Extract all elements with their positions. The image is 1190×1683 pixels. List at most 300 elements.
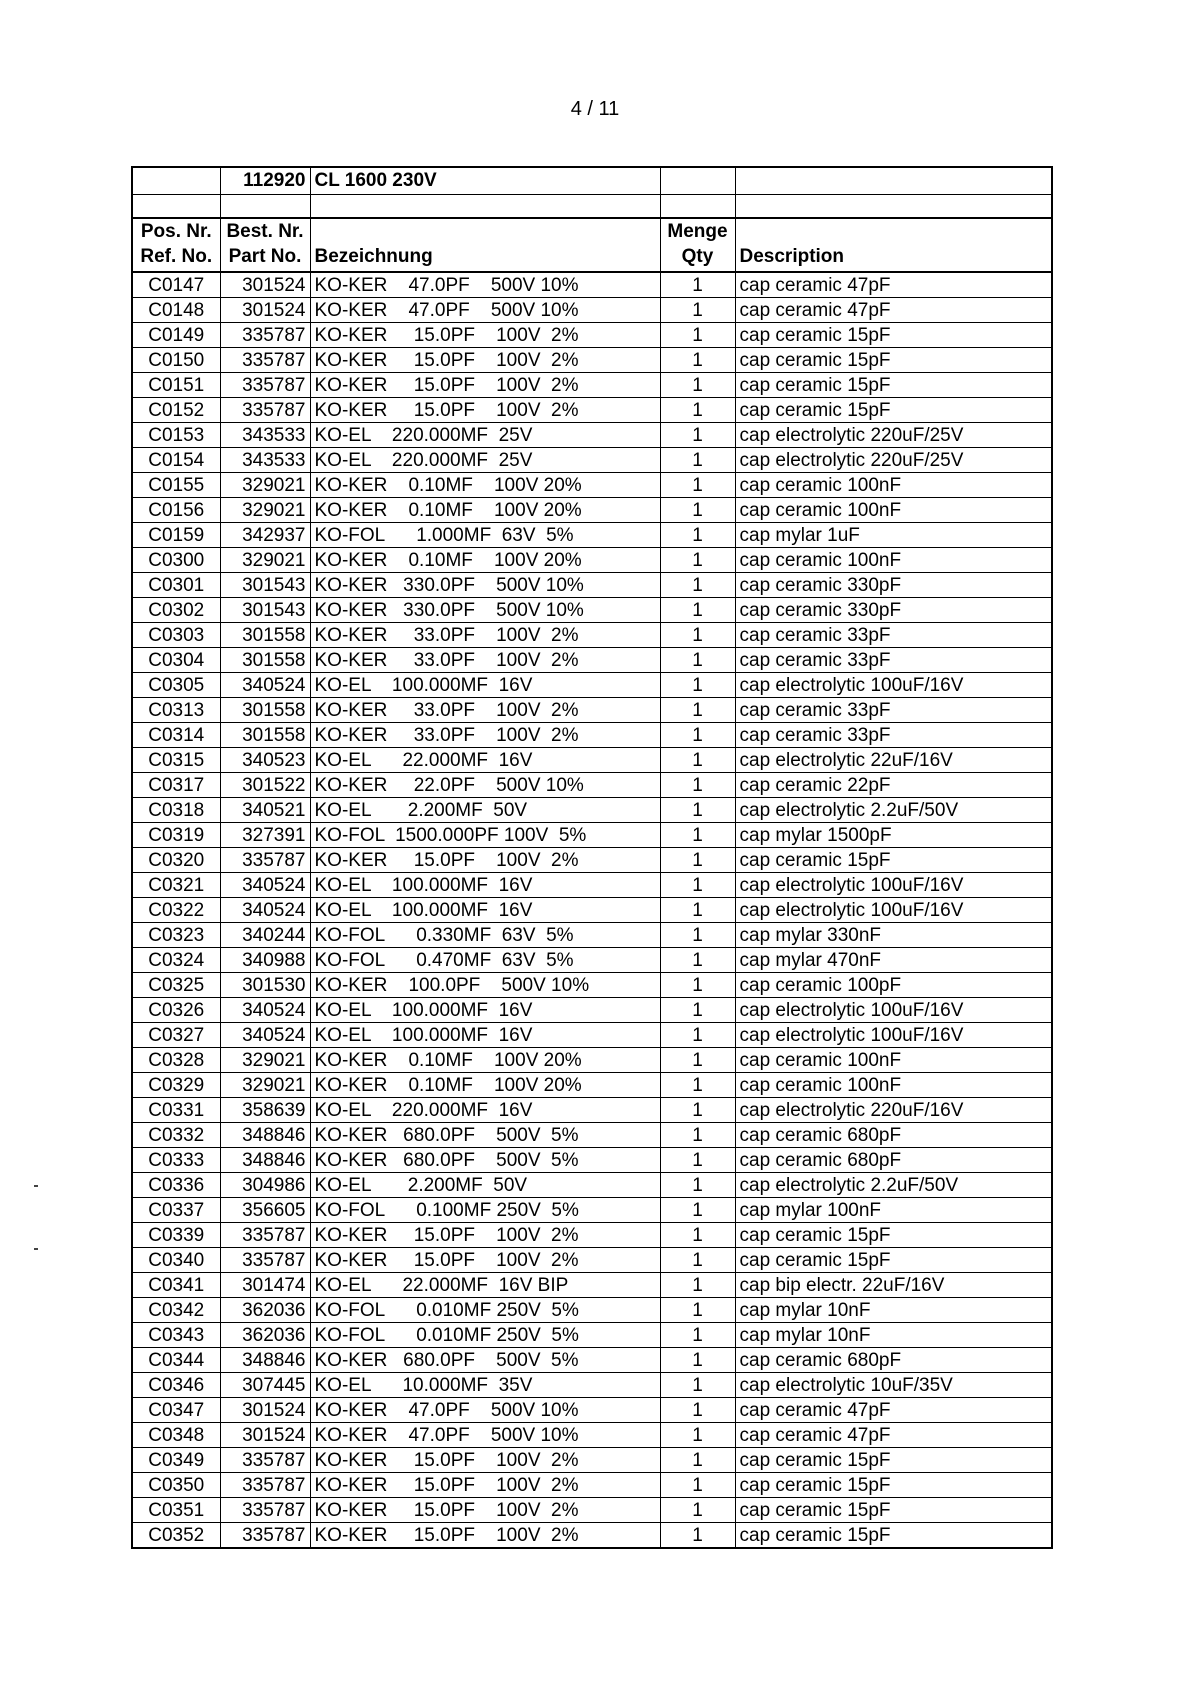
bezeichnung-cell: KO-KER 15.0PF 100V 2% xyxy=(310,1498,660,1523)
qty-cell: 1 xyxy=(660,1298,735,1323)
description-cell: cap ceramic 680pF xyxy=(735,1348,1052,1373)
table-row xyxy=(132,548,1052,573)
table-row xyxy=(132,848,1052,873)
ref-no-cell: C0149 xyxy=(132,323,220,348)
part-no-cell: 335787 xyxy=(220,1473,310,1498)
description-cell: cap electrolytic 100uF/16V xyxy=(735,673,1052,698)
bezeichnung-cell: KO-EL 220.000MF 25V xyxy=(310,448,660,473)
qty-cell: 1 xyxy=(660,1123,735,1148)
bezeichnung-cell: KO-FOL 1500.000PF 100V 5% xyxy=(310,823,660,848)
ref-no-cell: C0315 xyxy=(132,748,220,773)
part-no-cell: 329021 xyxy=(220,473,310,498)
table-row xyxy=(132,323,1052,348)
part-no-cell: 329021 xyxy=(220,548,310,573)
bezeichnung-cell: KO-KER 15.0PF 100V 2% xyxy=(310,373,660,398)
bezeichnung-cell: KO-KER 15.0PF 100V 2% xyxy=(310,348,660,373)
table-row xyxy=(132,1448,1052,1473)
part-no-cell: 340244 xyxy=(220,923,310,948)
qty-cell: 1 xyxy=(660,1073,735,1098)
description-cell: cap electrolytic 10uF/35V xyxy=(735,1373,1052,1398)
part-no-cell: 329021 xyxy=(220,498,310,523)
part-no-cell: 307445 xyxy=(220,1373,310,1398)
column-header-description xyxy=(735,218,1052,272)
description-cell: cap electrolytic 2.2uF/50V xyxy=(735,798,1052,823)
description-cell: cap electrolytic 100uF/16V xyxy=(735,898,1052,923)
description-cell: cap ceramic 100pF xyxy=(735,973,1052,998)
qty-cell: 1 xyxy=(660,548,735,573)
part-no-cell: 340523 xyxy=(220,748,310,773)
table-row xyxy=(132,1098,1052,1123)
bezeichnung-cell: KO-FOL 0.470MF 63V 5% xyxy=(310,948,660,973)
table-row xyxy=(132,1023,1052,1048)
table-row xyxy=(132,973,1052,998)
title-row xyxy=(132,167,1052,195)
part-no-cell: 301558 xyxy=(220,623,310,648)
qty-cell: 1 xyxy=(660,1248,735,1273)
description-cell: cap ceramic 15pF xyxy=(735,398,1052,423)
table-row xyxy=(132,348,1052,373)
column-header-row xyxy=(132,218,1052,272)
qty-cell: 1 xyxy=(660,298,735,323)
description-cell: cap bip electr. 22uF/16V xyxy=(735,1273,1052,1298)
qty-cell: 1 xyxy=(660,1273,735,1298)
qty-cell: 1 xyxy=(660,1523,735,1549)
bezeichnung-cell: KO-EL 100.000MF 16V xyxy=(310,1023,660,1048)
ref-no-cell: C0153 xyxy=(132,423,220,448)
ref-no-cell: C0333 xyxy=(132,1148,220,1173)
qty-cell: 1 xyxy=(660,272,735,298)
bezeichnung-cell: KO-KER 33.0PF 100V 2% xyxy=(310,623,660,648)
table-row xyxy=(132,298,1052,323)
part-no-cell: 301524 xyxy=(220,272,310,298)
part-no-cell: 343533 xyxy=(220,448,310,473)
table-row xyxy=(132,1298,1052,1323)
description-cell: cap ceramic 330pF xyxy=(735,573,1052,598)
ref-no-cell: C0305 xyxy=(132,673,220,698)
part-no-cell: 362036 xyxy=(220,1298,310,1323)
column-header-pos-en: Ref. No. xyxy=(140,246,213,267)
bezeichnung-cell: KO-KER 47.0PF 500V 10% xyxy=(310,1423,660,1448)
description-cell: cap ceramic 100nF xyxy=(735,498,1052,523)
qty-cell: 1 xyxy=(660,698,735,723)
qty-cell: 1 xyxy=(660,448,735,473)
description-cell: cap ceramic 15pF xyxy=(735,1473,1052,1498)
description-cell: cap ceramic 47pF xyxy=(735,1398,1052,1423)
bezeichnung-cell: KO-KER 0.10MF 100V 20% xyxy=(310,473,660,498)
bezeichnung-cell: KO-EL 2.200MF 50V xyxy=(310,798,660,823)
header-part-number: 112920 xyxy=(220,167,310,195)
qty-cell: 1 xyxy=(660,648,735,673)
part-no-cell: 335787 xyxy=(220,398,310,423)
description-cell: cap ceramic 15pF xyxy=(735,1498,1052,1523)
bezeichnung-cell: KO-KER 0.10MF 100V 20% xyxy=(310,1073,660,1098)
bezeichnung-cell: KO-KER 0.10MF 100V 20% xyxy=(310,1048,660,1073)
description-cell: cap ceramic 15pF xyxy=(735,1523,1052,1549)
table-row xyxy=(132,648,1052,673)
part-no-cell: 335787 xyxy=(220,1248,310,1273)
ref-no-cell: C0328 xyxy=(132,1048,220,1073)
ref-no-cell: C0151 xyxy=(132,373,220,398)
header-model: CL 1600 230V xyxy=(310,167,660,195)
margin-mark xyxy=(34,1248,38,1250)
qty-cell: 1 xyxy=(660,1473,735,1498)
description-cell: cap electrolytic 220uF/25V xyxy=(735,423,1052,448)
description-cell: cap ceramic 15pF xyxy=(735,1248,1052,1273)
ref-no-cell: C0350 xyxy=(132,1473,220,1498)
bezeichnung-cell: KO-KER 15.0PF 100V 2% xyxy=(310,1223,660,1248)
table-row xyxy=(132,673,1052,698)
bezeichnung-cell: KO-KER 47.0PF 500V 10% xyxy=(310,1398,660,1423)
column-header-bezeichnung xyxy=(310,218,660,272)
ref-no-cell: C0314 xyxy=(132,723,220,748)
qty-cell: 1 xyxy=(660,423,735,448)
table-row xyxy=(132,1173,1052,1198)
part-no-cell: 335787 xyxy=(220,323,310,348)
ref-no-cell: C0321 xyxy=(132,873,220,898)
table-row xyxy=(132,1223,1052,1248)
description-cell: cap ceramic 330pF xyxy=(735,598,1052,623)
ref-no-cell: C0325 xyxy=(132,973,220,998)
bezeichnung-cell: KO-KER 33.0PF 100V 2% xyxy=(310,648,660,673)
bezeichnung-cell: KO-KER 680.0PF 500V 5% xyxy=(310,1123,660,1148)
part-no-cell: 342937 xyxy=(220,523,310,548)
ref-no-cell: C0147 xyxy=(132,272,220,298)
description-cell: cap ceramic 15pF xyxy=(735,848,1052,873)
table-row xyxy=(132,798,1052,823)
ref-no-cell: C0346 xyxy=(132,1373,220,1398)
description-cell: cap ceramic 47pF xyxy=(735,298,1052,323)
part-no-cell: 340524 xyxy=(220,873,310,898)
ref-no-cell: C0349 xyxy=(132,1448,220,1473)
part-no-cell: 340521 xyxy=(220,798,310,823)
description-cell: cap electrolytic 220uF/16V xyxy=(735,1098,1052,1123)
ref-no-cell: C0327 xyxy=(132,1023,220,1048)
qty-cell: 1 xyxy=(660,523,735,548)
bezeichnung-cell: KO-KER 47.0PF 500V 10% xyxy=(310,272,660,298)
bezeichnung-cell: KO-FOL 0.330MF 63V 5% xyxy=(310,923,660,948)
qty-cell: 1 xyxy=(660,373,735,398)
description-cell: cap ceramic 33pF xyxy=(735,723,1052,748)
qty-cell: 1 xyxy=(660,498,735,523)
blank-cell xyxy=(660,195,735,219)
ref-no-cell: C0347 xyxy=(132,1398,220,1423)
qty-cell: 1 xyxy=(660,1423,735,1448)
table-row xyxy=(132,423,1052,448)
qty-cell: 1 xyxy=(660,1048,735,1073)
qty-cell: 1 xyxy=(660,598,735,623)
part-no-cell: 301530 xyxy=(220,973,310,998)
bezeichnung-cell: KO-KER 15.0PF 100V 2% xyxy=(310,1523,660,1549)
bezeichnung-cell: KO-EL 100.000MF 16V xyxy=(310,673,660,698)
bezeichnung-cell: KO-KER 15.0PF 100V 2% xyxy=(310,1473,660,1498)
bezeichnung-cell: KO-KER 15.0PF 100V 2% xyxy=(310,1448,660,1473)
description-cell: cap ceramic 15pF xyxy=(735,1448,1052,1473)
part-no-cell: 343533 xyxy=(220,423,310,448)
bezeichnung-cell: KO-FOL 0.100MF 250V 5% xyxy=(310,1198,660,1223)
part-no-cell: 301522 xyxy=(220,773,310,798)
ref-no-cell: C0339 xyxy=(132,1223,220,1248)
bezeichnung-cell: KO-KER 47.0PF 500V 10% xyxy=(310,298,660,323)
ref-no-cell: C0304 xyxy=(132,648,220,673)
description-cell: cap mylar 1500pF xyxy=(735,823,1052,848)
part-no-cell: 340524 xyxy=(220,898,310,923)
title-empty-cell xyxy=(132,167,220,195)
table-row xyxy=(132,723,1052,748)
qty-cell: 1 xyxy=(660,1173,735,1198)
ref-no-cell: C0156 xyxy=(132,498,220,523)
ref-no-cell: C0342 xyxy=(132,1298,220,1323)
part-no-cell: 340524 xyxy=(220,1023,310,1048)
description-cell: cap ceramic 15pF xyxy=(735,373,1052,398)
ref-no-cell: C0344 xyxy=(132,1348,220,1373)
part-no-cell: 301524 xyxy=(220,1398,310,1423)
ref-no-cell: C0152 xyxy=(132,398,220,423)
blank-cell xyxy=(132,195,220,219)
ref-no-cell: C0343 xyxy=(132,1323,220,1348)
ref-no-cell: C0340 xyxy=(132,1248,220,1273)
table-row xyxy=(132,923,1052,948)
ref-no-cell: C0301 xyxy=(132,573,220,598)
bezeichnung-cell: KO-KER 0.10MF 100V 20% xyxy=(310,548,660,573)
table-row xyxy=(132,823,1052,848)
description-cell: cap ceramic 680pF xyxy=(735,1123,1052,1148)
blank-cell xyxy=(220,195,310,219)
table-row xyxy=(132,948,1052,973)
ref-no-cell: C0341 xyxy=(132,1273,220,1298)
description-cell: cap ceramic 680pF xyxy=(735,1148,1052,1173)
qty-cell: 1 xyxy=(660,1148,735,1173)
description-cell: cap mylar 10nF xyxy=(735,1298,1052,1323)
description-cell: cap mylar 1uF xyxy=(735,523,1052,548)
bezeichnung-cell: KO-KER 15.0PF 100V 2% xyxy=(310,398,660,423)
qty-cell: 1 xyxy=(660,1198,735,1223)
qty-cell: 1 xyxy=(660,348,735,373)
column-header-part-en: Part No. xyxy=(228,246,302,267)
part-no-cell: 348846 xyxy=(220,1148,310,1173)
ref-no-cell: C0322 xyxy=(132,898,220,923)
description-cell: cap ceramic 33pF xyxy=(735,648,1052,673)
parts-list-body xyxy=(132,167,1052,1548)
part-no-cell: 335787 xyxy=(220,373,310,398)
description-cell: cap ceramic 22pF xyxy=(735,773,1052,798)
qty-cell: 1 xyxy=(660,923,735,948)
qty-cell: 1 xyxy=(660,398,735,423)
part-no-cell: 301543 xyxy=(220,573,310,598)
ref-no-cell: C0324 xyxy=(132,948,220,973)
part-no-cell: 327391 xyxy=(220,823,310,848)
part-no-cell: 329021 xyxy=(220,1073,310,1098)
part-no-cell: 335787 xyxy=(220,1223,310,1248)
qty-cell: 1 xyxy=(660,473,735,498)
ref-no-cell: C0148 xyxy=(132,298,220,323)
column-header-part xyxy=(220,218,310,272)
bezeichnung-cell: KO-FOL 0.010MF 250V 5% xyxy=(310,1323,660,1348)
column-header-qty xyxy=(660,218,735,272)
qty-cell: 1 xyxy=(660,1498,735,1523)
table-row xyxy=(132,698,1052,723)
table-row xyxy=(132,1348,1052,1373)
description-cell: cap ceramic 100nF xyxy=(735,1073,1052,1098)
description-cell: cap ceramic 100nF xyxy=(735,473,1052,498)
title-empty-cell xyxy=(735,167,1052,195)
ref-no-cell: C0154 xyxy=(132,448,220,473)
column-header-qty-en: Qty xyxy=(681,246,714,267)
column-header-qty-de: Menge xyxy=(667,221,728,242)
description-cell: cap mylar 10nF xyxy=(735,1323,1052,1348)
qty-cell: 1 xyxy=(660,848,735,873)
part-no-cell: 301558 xyxy=(220,648,310,673)
bezeichnung-cell: KO-KER 33.0PF 100V 2% xyxy=(310,723,660,748)
description-cell: cap ceramic 15pF xyxy=(735,323,1052,348)
blank-row xyxy=(132,195,1052,219)
bezeichnung-cell: KO-FOL 0.010MF 250V 5% xyxy=(310,1298,660,1323)
part-no-cell: 348846 xyxy=(220,1123,310,1148)
part-no-cell: 340524 xyxy=(220,673,310,698)
table-row xyxy=(132,448,1052,473)
column-header-part-de: Best. Nr. xyxy=(226,221,304,242)
qty-cell: 1 xyxy=(660,773,735,798)
ref-no-cell: C0303 xyxy=(132,623,220,648)
part-no-cell: 301543 xyxy=(220,598,310,623)
qty-cell: 1 xyxy=(660,1398,735,1423)
column-header-pos-de: Pos. Nr. xyxy=(140,221,212,242)
description-cell: cap ceramic 15pF xyxy=(735,348,1052,373)
ref-no-cell: C0331 xyxy=(132,1098,220,1123)
description-cell: cap mylar 330nF xyxy=(735,923,1052,948)
description-cell: cap ceramic 15pF xyxy=(735,1223,1052,1248)
bezeichnung-cell: KO-KER 330.0PF 500V 10% xyxy=(310,598,660,623)
ref-no-cell: C0329 xyxy=(132,1073,220,1098)
bezeichnung-cell: KO-EL 22.000MF 16V xyxy=(310,748,660,773)
description-cell: cap electrolytic 100uF/16V xyxy=(735,1023,1052,1048)
ref-no-cell: C0348 xyxy=(132,1423,220,1448)
qty-cell: 1 xyxy=(660,873,735,898)
table-row xyxy=(132,1273,1052,1298)
ref-no-cell: C0159 xyxy=(132,523,220,548)
bezeichnung-cell: KO-KER 15.0PF 100V 2% xyxy=(310,848,660,873)
bezeichnung-cell: KO-KER 100.0PF 500V 10% xyxy=(310,973,660,998)
qty-cell: 1 xyxy=(660,973,735,998)
description-cell: cap ceramic 100nF xyxy=(735,548,1052,573)
qty-cell: 1 xyxy=(660,998,735,1023)
part-no-cell: 304986 xyxy=(220,1173,310,1198)
part-no-cell: 335787 xyxy=(220,348,310,373)
column-header-description-label: Description xyxy=(739,246,845,267)
bezeichnung-cell: KO-KER 680.0PF 500V 5% xyxy=(310,1148,660,1173)
qty-cell: 1 xyxy=(660,623,735,648)
bezeichnung-cell: KO-KER 0.10MF 100V 20% xyxy=(310,498,660,523)
qty-cell: 1 xyxy=(660,748,735,773)
bezeichnung-cell: KO-EL 100.000MF 16V xyxy=(310,873,660,898)
part-no-cell: 340524 xyxy=(220,998,310,1023)
table-row xyxy=(132,573,1052,598)
table-row xyxy=(132,1248,1052,1273)
part-no-cell: 340988 xyxy=(220,948,310,973)
table-row xyxy=(132,498,1052,523)
qty-cell: 1 xyxy=(660,823,735,848)
description-cell: cap mylar 100nF xyxy=(735,1198,1052,1223)
table-row xyxy=(132,623,1052,648)
qty-cell: 1 xyxy=(660,1373,735,1398)
table-row xyxy=(132,1498,1052,1523)
qty-cell: 1 xyxy=(660,723,735,748)
ref-no-cell: C0336 xyxy=(132,1173,220,1198)
part-no-cell: 301474 xyxy=(220,1273,310,1298)
table-row xyxy=(132,272,1052,298)
bezeichnung-cell: KO-KER 330.0PF 500V 10% xyxy=(310,573,660,598)
description-cell: cap ceramic 100nF xyxy=(735,1048,1052,1073)
ref-no-cell: C0313 xyxy=(132,698,220,723)
blank-cell xyxy=(735,195,1052,219)
description-cell: cap electrolytic 2.2uF/50V xyxy=(735,1173,1052,1198)
qty-cell: 1 xyxy=(660,573,735,598)
qty-cell: 1 xyxy=(660,1223,735,1248)
bezeichnung-cell: KO-KER 680.0PF 500V 5% xyxy=(310,1348,660,1373)
title-empty-cell xyxy=(660,167,735,195)
bezeichnung-cell: KO-EL 2.200MF 50V xyxy=(310,1173,660,1198)
ref-no-cell: C0323 xyxy=(132,923,220,948)
part-no-cell: 329021 xyxy=(220,1048,310,1073)
bezeichnung-cell: KO-EL 100.000MF 16V xyxy=(310,998,660,1023)
table-row xyxy=(132,898,1052,923)
parts-list-table xyxy=(131,166,1053,1549)
qty-cell: 1 xyxy=(660,323,735,348)
table-row xyxy=(132,1123,1052,1148)
column-header-pos xyxy=(132,218,220,272)
ref-no-cell: C0300 xyxy=(132,548,220,573)
description-cell: cap mylar 470nF xyxy=(735,948,1052,973)
bezeichnung-cell: KO-KER 15.0PF 100V 2% xyxy=(310,323,660,348)
ref-no-cell: C0318 xyxy=(132,798,220,823)
table-row xyxy=(132,1073,1052,1098)
table-row xyxy=(132,748,1052,773)
part-no-cell: 362036 xyxy=(220,1323,310,1348)
ref-no-cell: C0326 xyxy=(132,998,220,1023)
column-header-bezeichnung-label: Bezeichnung xyxy=(314,246,433,267)
ref-no-cell: C0319 xyxy=(132,823,220,848)
part-no-cell: 301558 xyxy=(220,723,310,748)
blank-cell xyxy=(310,195,660,219)
ref-no-cell: C0351 xyxy=(132,1498,220,1523)
qty-cell: 1 xyxy=(660,1448,735,1473)
page-number: 4 / 11 xyxy=(570,98,620,120)
bezeichnung-cell: KO-EL 220.000MF 25V xyxy=(310,423,660,448)
part-no-cell: 335787 xyxy=(220,1498,310,1523)
qty-cell: 1 xyxy=(660,1348,735,1373)
description-cell: cap ceramic 47pF xyxy=(735,272,1052,298)
table-row xyxy=(132,373,1052,398)
description-cell: cap ceramic 33pF xyxy=(735,623,1052,648)
ref-no-cell: C0337 xyxy=(132,1198,220,1223)
qty-cell: 1 xyxy=(660,673,735,698)
part-no-cell: 335787 xyxy=(220,1523,310,1549)
qty-cell: 1 xyxy=(660,898,735,923)
table-row xyxy=(132,1048,1052,1073)
part-no-cell: 358639 xyxy=(220,1098,310,1123)
ref-no-cell: C0155 xyxy=(132,473,220,498)
table-row xyxy=(132,1373,1052,1398)
bezeichnung-cell: KO-KER 33.0PF 100V 2% xyxy=(310,698,660,723)
table-row xyxy=(132,1148,1052,1173)
part-no-cell: 335787 xyxy=(220,1448,310,1473)
table-row xyxy=(132,1198,1052,1223)
description-cell: cap ceramic 33pF xyxy=(735,698,1052,723)
description-cell: cap ceramic 47pF xyxy=(735,1423,1052,1448)
part-no-cell: 301558 xyxy=(220,698,310,723)
description-cell: cap electrolytic 100uF/16V xyxy=(735,873,1052,898)
table-row xyxy=(132,473,1052,498)
table-row xyxy=(132,773,1052,798)
